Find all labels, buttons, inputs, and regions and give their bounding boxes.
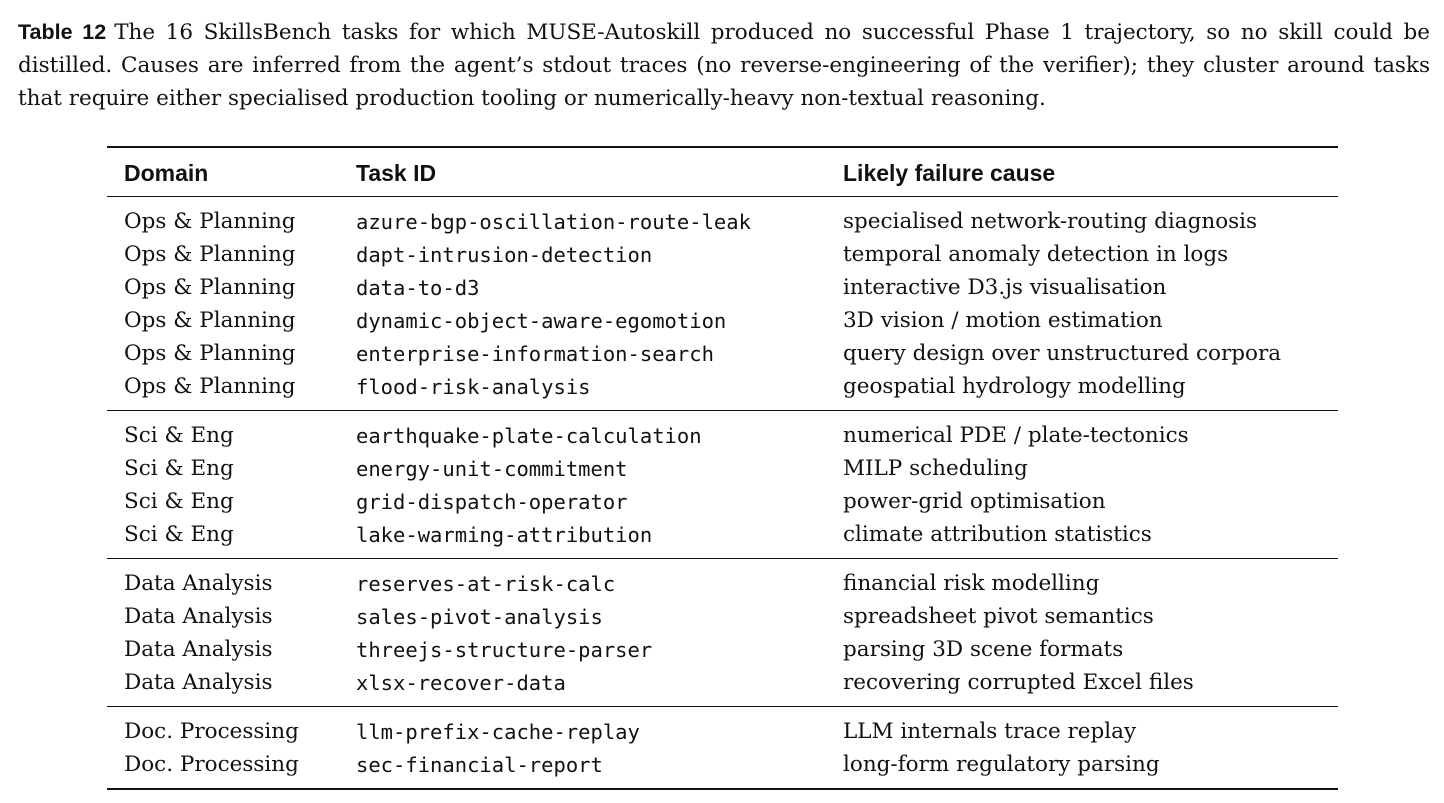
- table-row: [107, 707, 1338, 749]
- task-id-cell: enterprise-information-search: [356, 341, 714, 366]
- failure-cause-cell: numerical PDE / plate-tectonics: [843, 423, 1189, 448]
- failure-cause-cell: query design over unstructured corpora: [843, 341, 1282, 366]
- header-failure-cause: Likely failure cause: [843, 159, 1056, 186]
- domain-cell: Doc. Processing: [124, 752, 299, 777]
- table-row: [107, 633, 1338, 666]
- domain-cell: Data Analysis: [124, 604, 273, 629]
- task-id-cell: threejs-structure-parser: [356, 637, 653, 662]
- domain-group: [107, 411, 1338, 559]
- domain-group: [107, 197, 1338, 411]
- table-row: [107, 238, 1338, 271]
- task-id-cell: sales-pivot-analysis: [356, 604, 603, 629]
- caption-label: Table 12: [18, 20, 107, 44]
- header-domain: Domain: [124, 159, 209, 186]
- failure-table: [107, 146, 1338, 790]
- header-task-id: Task ID: [356, 159, 437, 186]
- task-id-cell: flood-risk-analysis: [356, 374, 591, 399]
- task-id-cell: grid-dispatch-operator: [356, 489, 628, 514]
- domain-group: [107, 559, 1338, 707]
- domain-cell: Doc. Processing: [124, 719, 299, 744]
- domain-cell: Sci & Eng: [124, 489, 234, 514]
- table-row: [107, 559, 1338, 601]
- table-row: [107, 197, 1338, 239]
- failure-cause-cell: 3D vision / motion estimation: [843, 308, 1163, 333]
- table-row: [107, 337, 1338, 370]
- domain-cell: Data Analysis: [124, 670, 273, 695]
- task-id-cell: energy-unit-commitment: [356, 456, 628, 481]
- failure-cause-cell: climate attribution statistics: [843, 522, 1152, 547]
- domain-cell: Sci & Eng: [124, 522, 234, 547]
- domain-cell: Ops & Planning: [124, 209, 296, 234]
- header-row: [107, 147, 1338, 197]
- task-id-cell: azure-bgp-oscillation-route-leak: [356, 209, 751, 234]
- failure-cause-cell: MILP scheduling: [843, 456, 1028, 481]
- failure-cause-cell: geospatial hydrology modelling: [843, 374, 1186, 399]
- table-caption: [18, 16, 1430, 115]
- caption-text: The 16 SkillsBench tasks for which MUSE-Autoskill produced no successful Phase 1 trajectory, so no skill could be distilled. Causes are inferred from the agent’s stdout traces (no reverse-engineering of the verifier); they cluster around tasks that require either specialised production tooling or numerically-heavy non-textual reasoning.: [18, 20, 1430, 111]
- table-row: [107, 600, 1338, 633]
- failure-cause-cell: recovering corrupted Excel files: [843, 670, 1194, 695]
- domain-cell: Ops & Planning: [124, 242, 296, 267]
- failure-cause-cell: power-grid optimisation: [843, 489, 1106, 514]
- task-id-cell: llm-prefix-cache-replay: [356, 719, 640, 744]
- task-id-cell: xlsx-recover-data: [356, 670, 566, 695]
- table-row: [107, 304, 1338, 337]
- table-header: [107, 147, 1338, 197]
- domain-cell: Ops & Planning: [124, 374, 296, 399]
- failure-cause-cell: spreadsheet pivot semantics: [843, 604, 1154, 629]
- domain-cell: Ops & Planning: [124, 308, 296, 333]
- task-id-cell: lake-warming-attribution: [356, 522, 653, 547]
- failure-cause-cell: temporal anomaly detection in logs: [843, 242, 1229, 267]
- failure-cause-cell: LLM internals trace replay: [843, 719, 1137, 744]
- task-id-cell: dynamic-object-aware-egomotion: [356, 308, 727, 333]
- table-row: [107, 411, 1338, 453]
- domain-group: [107, 707, 1338, 790]
- domain-cell: Data Analysis: [124, 637, 273, 662]
- domain-cell: Data Analysis: [124, 571, 273, 596]
- domain-cell: Ops & Planning: [124, 341, 296, 366]
- domain-cell: Sci & Eng: [124, 456, 234, 481]
- task-id-cell: dapt-intrusion-detection: [356, 242, 653, 267]
- table-row: [107, 370, 1338, 411]
- failure-cause-cell: financial risk modelling: [843, 571, 1100, 596]
- task-id-cell: sec-financial-report: [356, 752, 603, 777]
- table-row: [107, 271, 1338, 304]
- domain-cell: Ops & Planning: [124, 275, 296, 300]
- table-row: [107, 485, 1338, 518]
- domain-cell: Sci & Eng: [124, 423, 234, 448]
- task-id-cell: reserves-at-risk-calc: [356, 571, 616, 596]
- table-row: [107, 666, 1338, 707]
- task-id-cell: data-to-d3: [356, 275, 480, 300]
- failure-cause-cell: specialised network-routing diagnosis: [843, 209, 1258, 234]
- table-row: [107, 748, 1338, 789]
- failure-cause-cell: interactive D3.js visualisation: [843, 275, 1167, 300]
- task-id-cell: earthquake-plate-calculation: [356, 423, 702, 448]
- failure-cause-cell: parsing 3D scene formats: [843, 637, 1124, 662]
- table-row: [107, 518, 1338, 559]
- table-row: [107, 452, 1338, 485]
- failure-cause-cell: long-form regulatory parsing: [843, 752, 1160, 777]
